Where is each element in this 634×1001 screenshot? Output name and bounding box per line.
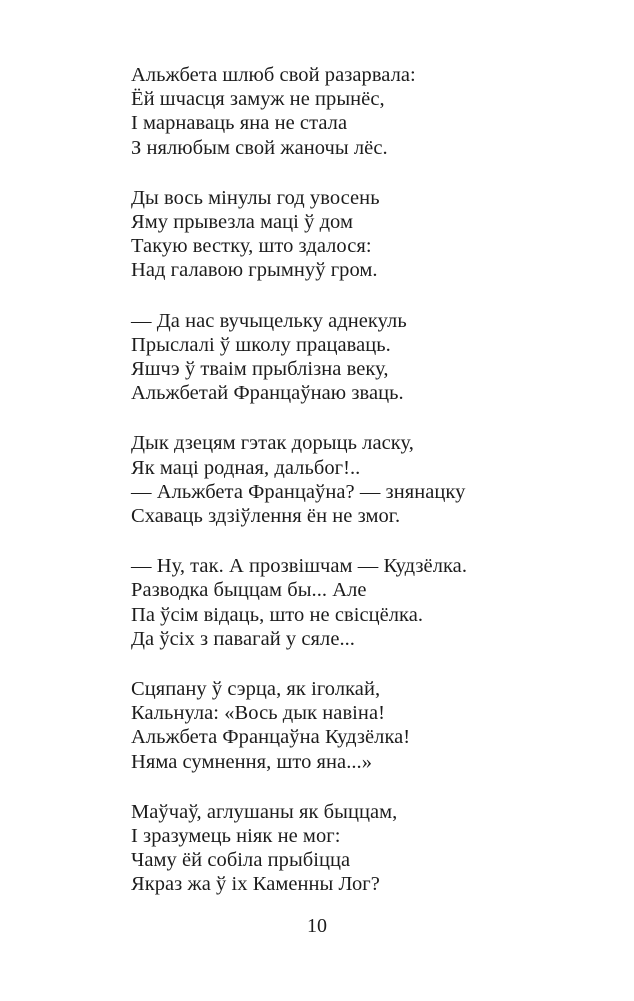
poem-line: Ёй шчасця замуж не прынёс,: [131, 88, 385, 111]
poem-line: Альжбетай Францаўнаю зваць.: [131, 382, 404, 405]
poem-line: Сцяпану ў сэрца, як іголкай,: [131, 678, 381, 701]
poem-line: Па ўсім відаць, што не свісцёлка.: [131, 603, 424, 626]
stanza-2: [131, 186, 531, 283]
poem-line: Ды вось мінулы год увосень: [131, 186, 380, 209]
poem-line: Альжбета Францаўна Кудзёлка!: [131, 726, 411, 749]
page-number: 10: [307, 915, 327, 937]
stanza-7: [131, 800, 531, 897]
stanza-1: [131, 63, 531, 160]
poem-line: Да ўсіх з павагай у сяле...: [131, 627, 355, 650]
poem-line: Як маці родная, дальбог!..: [131, 456, 361, 479]
poem-line: — Да нас вучыцельку аднекуль: [131, 309, 407, 332]
poem-line: Схаваць здзіўлення ён не змог.: [131, 505, 401, 528]
stanza-6: [131, 677, 531, 774]
poem-line: Чаму ёй собіла прыбіцца: [131, 849, 351, 872]
poem-line: Такую вестку, што здалося:: [131, 235, 372, 258]
poem-line: Яшчэ ў тваім прыблізна веку,: [131, 358, 389, 381]
poem-line: Дык дзецям гэтак дорыць ласку,: [131, 432, 414, 455]
poem-line: — Альжбета Францаўна? — знянацку: [131, 480, 466, 503]
poem-line: І зразумець ніяк не мог:: [131, 825, 341, 848]
poem: [131, 63, 531, 923]
poem-line: Маўчаў, аглушаны як быццам,: [131, 800, 398, 823]
stanza-4: [131, 431, 531, 528]
poem-line: Яму прывезла маці ў дом: [131, 211, 353, 234]
poem-line: І марнаваць яна не стала: [131, 112, 348, 135]
stanza-5: [131, 554, 531, 651]
poem-line: Разводка быццам бы... Але: [131, 579, 367, 602]
stanza-3: [131, 309, 531, 406]
poem-line: Над галавою грымнуў гром.: [131, 259, 378, 282]
poem-line: Якраз жа ў іх Каменны Лог?: [131, 873, 380, 896]
poem-line: Альжбета шлюб свой разарвала:: [131, 64, 416, 86]
poem-line: — Ну, так. А прозвішчам — Кудзёлка.: [131, 555, 468, 578]
poem-line: Няма сумнення, што яна...»: [131, 750, 373, 773]
poem-line: Кальнула: «Вось дык навіна!: [131, 702, 385, 725]
poem-line: З нялюбым свой жаночы лёс.: [131, 136, 388, 159]
poem-line: Прыслалі ў школу працаваць.: [131, 333, 391, 356]
